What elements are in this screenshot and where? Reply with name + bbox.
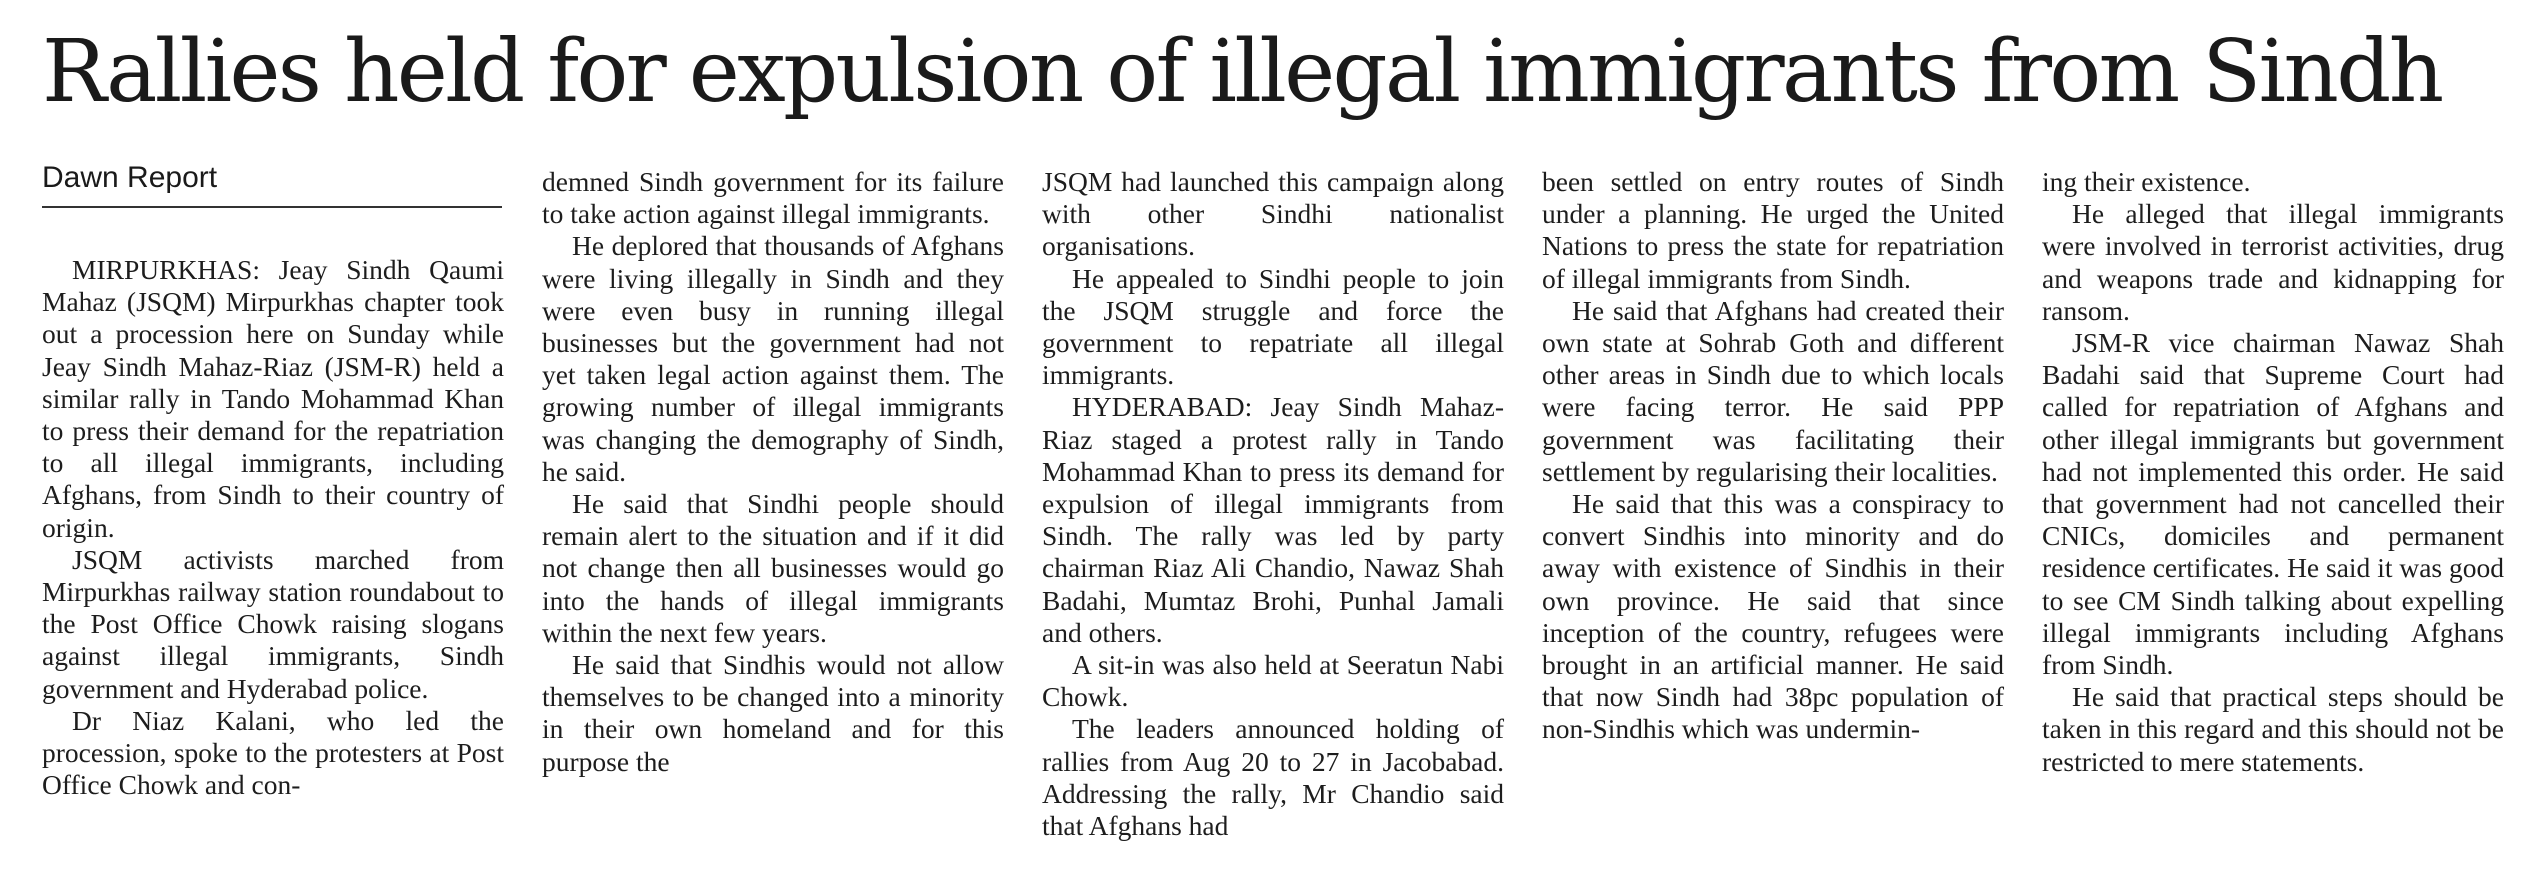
paragraph: A sit-in was also held at Seeratun Nabi Chowk. (1042, 649, 1504, 713)
article-column-5 (2042, 166, 2504, 778)
paragraph: JSQM activists marched from Mirpurkhas railway station roundabout to the Post Office Chowk raising slogans against illegal immigrants, Sindh government and Hyderabad police. (42, 543, 504, 704)
paragraph: He said that practical steps should be taken in this regard and this should not be restricted to mere statements. (2042, 681, 2504, 777)
headline: Rallies held for expulsion of illegal immigrants from Sindh (42, 22, 2442, 122)
article-column-2 (542, 166, 1004, 778)
article-column-4 (1542, 166, 2004, 746)
paragraph: HYDERABAD: Jeay Sindh Mahaz-Riaz staged a protest rally in Tando Mohammad Khan to press its demand for expulsion of illegal immigrants from Sindh. The rally was led by party chairman Riaz Ali Chandio, Nawaz Shah Badahi, Mumtaz Brohi, Punhal Jamali and others. (1042, 391, 1504, 648)
paragraph: The leaders announced holding of rallies from Aug 20 to 27 in Jacobabad. Addressing the rally, Mr Chandio said that Afghans had (1042, 713, 1504, 842)
paragraph: JSM-R vice chairman Nawaz Shah Badahi said that Supreme Court had called for repatriation of Afghans and other illegal immigrants but government had not implemented this order. He said that government had not cancelled their CNICs, domiciles and permanent residence certificates. He said it was good to see CM Sindh talking about expelling illegal immigrants including Afghans from Sindh. (2042, 327, 2504, 681)
paragraph: demned Sindh government for its failure to take action against illegal immigrants. (542, 166, 1004, 230)
paragraph: MIRPURKHAS: Jeay Sindh Qaumi Mahaz (JSQM) Mirpurkhas chapter took out a procession here on Sunday while Jeay Sindh Mahaz-Riaz (JSM-R) held a similar rally in Tando Mohammad Khan to press their demand for the repatriation to all illegal immigrants, including Afghans, from Sindh to their country of origin. (42, 254, 504, 543)
paragraph: He alleged that illegal immigrants were involved in terrorist activities, drug and weapons trade and kidnapping for ransom. (2042, 198, 2504, 326)
article-column-3 (1042, 166, 1504, 842)
paragraph: He said that Sindhis would not allow themselves to be changed into a minority in their own homeland and for this purpose the (542, 649, 1004, 777)
paragraph: He said that this was a conspiracy to convert Sindhis into minority and do away with existence of Sindhis in their own province. He said that since inception of the country, refugees were brought in an artificial manner. He said that now Sindh had 38pc population of non-Sindhis which was undermin- (1542, 488, 2004, 745)
paragraph: Dr Niaz Kalani, who led the procession, spoke to the protesters at Post Office Chowk and con- (42, 704, 504, 801)
paragraph: ing their existence. (2042, 166, 2251, 197)
paragraph: He appealed to Sindhi people to join the JSQM struggle and force the government to repatriate all illegal immigrants. (1042, 262, 1504, 391)
article-column-1 (42, 254, 504, 801)
paragraph: He deplored that thousands of Afghans were living illegally in Sindh and they were even busy in running illegal businesses but the government had not yet taken legal action against them. The growing number of illegal immigrants was changing the demography of Sindh, he said. (542, 230, 1004, 487)
paragraph: JSQM had launched this campaign along with other Sindhi nationalist organisations. (1042, 166, 1504, 262)
paragraph: He said that Afghans had created their own state at Sohrab Goth and different other areas in Sindh due to which locals were facing terror. He said PPP government was facilitating their settlement by regularising their localities. (1542, 294, 2004, 487)
paragraph: He said that Sindhi people should remain alert to the situation and if it did not change then all businesses would go into the hands of illegal immigrants within the next few years. (542, 488, 1004, 648)
byline: Dawn Report (42, 158, 502, 208)
paragraph: been settled on entry routes of Sindh under a planning. He urged the United Nations to press the state for repatriation of illegal immigrants from Sindh. (1542, 166, 2004, 294)
